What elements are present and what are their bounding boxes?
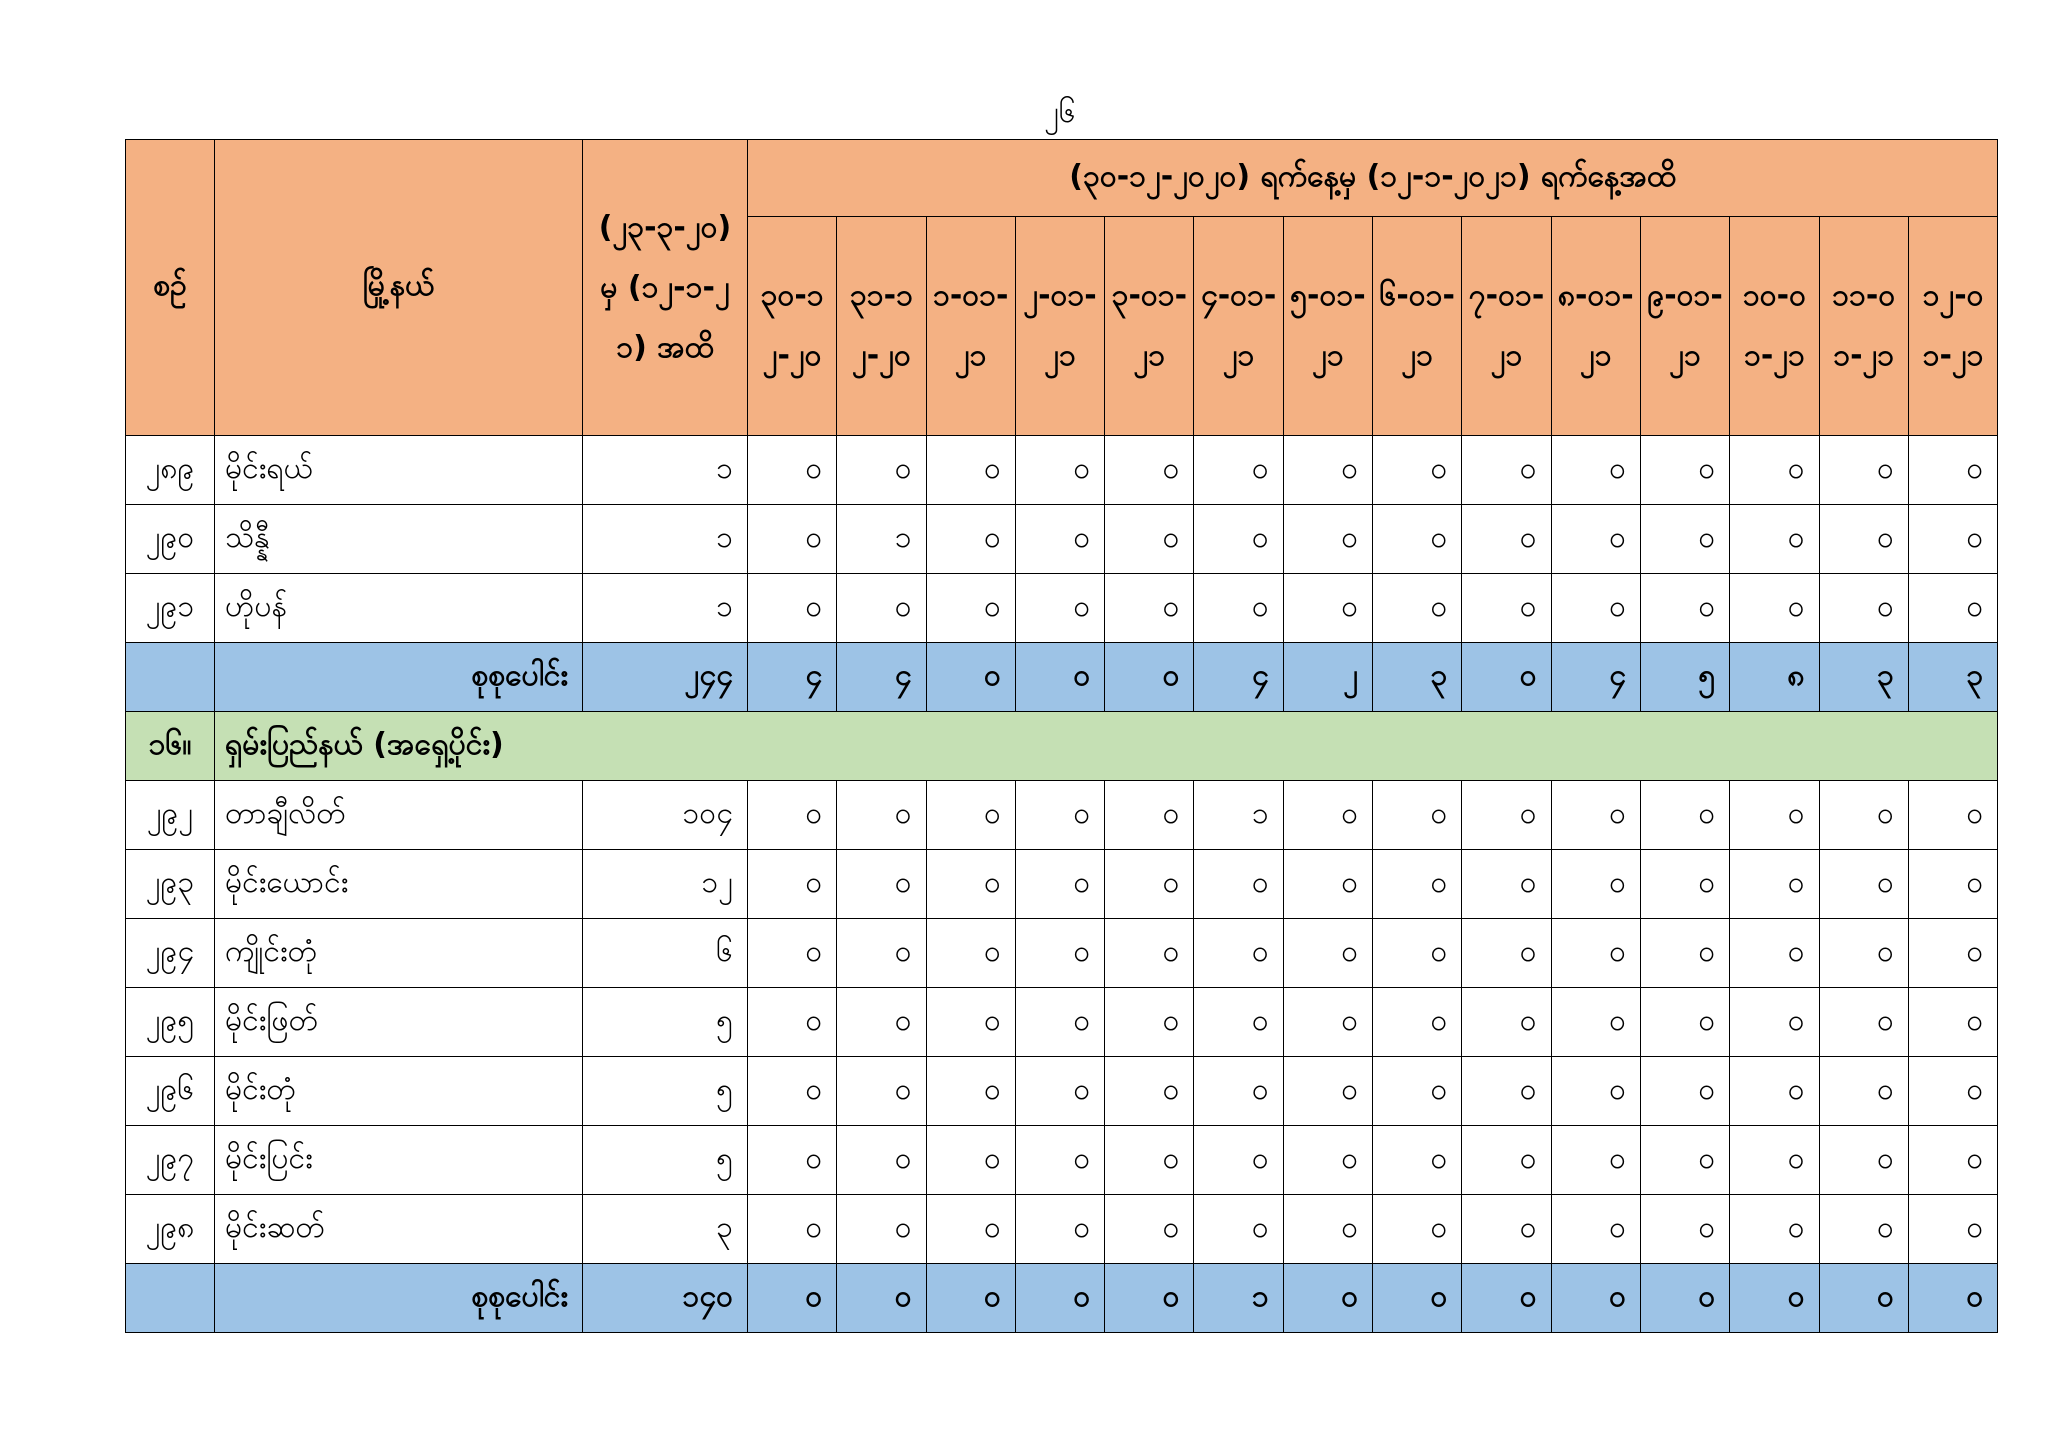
daily-value-cell: ၀	[1908, 850, 1997, 919]
serial-cell: ၂၉၇	[126, 1126, 215, 1195]
serial-cell: ၂၉၆	[126, 1057, 215, 1126]
daily-value-cell: ၀	[1908, 1264, 1997, 1333]
table-row	[126, 505, 1998, 574]
daily-value-cell: ၀	[926, 436, 1015, 505]
serial-cell: ၂၉၀	[126, 505, 215, 574]
daily-value-cell: ၀	[1283, 1126, 1372, 1195]
daily-value-cell: ၀	[1105, 574, 1194, 643]
total-label: စုစုပေါင်း	[215, 1264, 583, 1333]
daily-value-cell: ၀	[926, 1126, 1015, 1195]
total-label: စုစုပေါင်း	[215, 643, 583, 712]
table-row	[126, 988, 1998, 1057]
table-row	[126, 919, 1998, 988]
range-total-cell: ၁၄၀	[583, 1264, 748, 1333]
table-row	[126, 850, 1998, 919]
daily-value-cell: ၀	[1283, 1264, 1372, 1333]
daily-value-cell: ၀	[1640, 919, 1729, 988]
daily-value-cell: ၀	[748, 1195, 837, 1264]
daily-value-cell: ၀	[1640, 850, 1729, 919]
daily-value-cell: ၀	[1015, 1195, 1104, 1264]
daily-value-cell: ၀	[1462, 988, 1551, 1057]
daily-value-cell: ၀	[1908, 1057, 1997, 1126]
header-date: ၇-၀၁-၂၁	[1462, 217, 1551, 436]
daily-value-cell: ၀	[1730, 988, 1819, 1057]
daily-value-cell: ၀	[1908, 781, 1997, 850]
header-range-total: (၂၃-၃-၂၀) မှ (၁၂-၁-၂၁) အထိ	[583, 140, 748, 436]
daily-value-cell: ၀	[1640, 1126, 1729, 1195]
daily-value-cell: ၀	[1373, 1126, 1462, 1195]
page-number: ၂၆	[1044, 95, 1076, 130]
daily-value-cell: ၀	[1819, 436, 1908, 505]
daily-value-cell: ၀	[1819, 988, 1908, 1057]
daily-value-cell: ၀	[1462, 850, 1551, 919]
daily-value-cell: ၀	[1730, 574, 1819, 643]
daily-value-cell: ၀	[1462, 1195, 1551, 1264]
daily-value-cell: ၄	[1194, 643, 1283, 712]
daily-value-cell: ၀	[1283, 1057, 1372, 1126]
daily-value-cell: ၀	[837, 574, 926, 643]
township-cell: မိုင်းပြင်း	[215, 1126, 583, 1195]
daily-value-cell: ၀	[1283, 574, 1372, 643]
daily-value-cell: ၀	[1283, 781, 1372, 850]
daily-value-cell: ၀	[1015, 505, 1104, 574]
daily-value-cell: ၀	[926, 1195, 1015, 1264]
daily-value-cell: ၀	[1551, 574, 1640, 643]
daily-value-cell: ၀	[926, 574, 1015, 643]
daily-value-cell: ၀	[1819, 1057, 1908, 1126]
daily-value-cell: ၀	[1640, 574, 1729, 643]
daily-value-cell: ၀	[1819, 1126, 1908, 1195]
daily-value-cell: ၀	[1462, 505, 1551, 574]
header-date: ၉-၀၁-၂၁	[1640, 217, 1729, 436]
region-number: ၁၆။	[126, 712, 215, 781]
daily-value-cell: ၀	[837, 919, 926, 988]
daily-value-cell: ၀	[1730, 1057, 1819, 1126]
serial-cell: ၂၈၉	[126, 436, 215, 505]
daily-value-cell: ၀	[1551, 1195, 1640, 1264]
daily-value-cell: ၀	[1551, 988, 1640, 1057]
daily-value-cell: ၀	[1908, 1195, 1997, 1264]
daily-value-cell: ၀	[1373, 505, 1462, 574]
daily-value-cell: ၀	[837, 988, 926, 1057]
daily-value-cell: ၀	[1819, 1195, 1908, 1264]
daily-value-cell: ၀	[1640, 988, 1729, 1057]
daily-value-cell: ၀	[1283, 505, 1372, 574]
header-date: ၁၁-၀၁-၂၁	[1819, 217, 1908, 436]
township-cell: သိန္နီ	[215, 505, 583, 574]
daily-value-cell: ၀	[1283, 850, 1372, 919]
daily-value-cell: ၀	[1640, 1057, 1729, 1126]
daily-value-cell: ၀	[1462, 574, 1551, 643]
table-body	[126, 436, 1998, 1333]
daily-value-cell: ၀	[1373, 781, 1462, 850]
daily-value-cell: ၀	[1105, 988, 1194, 1057]
daily-value-cell: ၀	[1194, 919, 1283, 988]
daily-value-cell: ၀	[1908, 919, 1997, 988]
daily-value-cell: ၀	[1551, 919, 1640, 988]
daily-value-cell: ၀	[1551, 1057, 1640, 1126]
daily-value-cell: ၀	[1551, 850, 1640, 919]
daily-value-cell: ၀	[1015, 574, 1104, 643]
daily-value-cell: ၀	[1015, 850, 1104, 919]
daily-value-cell: ၀	[1194, 850, 1283, 919]
region-name: ရှမ်းပြည်နယ် (အရှေ့ပိုင်း)	[215, 712, 1998, 781]
daily-value-cell: ၀	[837, 1126, 926, 1195]
daily-value-cell: ၃	[1908, 643, 1997, 712]
township-cell: မိုင်းရယ်	[215, 436, 583, 505]
daily-value-cell: ၀	[1015, 988, 1104, 1057]
daily-value-cell: ၀	[1373, 1264, 1462, 1333]
daily-value-cell: ၀	[1105, 781, 1194, 850]
daily-value-cell: ၀	[1015, 436, 1104, 505]
daily-value-cell: ၀	[926, 505, 1015, 574]
daily-value-cell: ၀	[1105, 1126, 1194, 1195]
daily-value-cell: ၀	[748, 505, 837, 574]
daily-value-cell: ၀	[1015, 781, 1104, 850]
daily-value-cell: ၂	[1283, 643, 1372, 712]
township-cell: ကျိုင်းတုံ	[215, 919, 583, 988]
serial-cell: ၂၉၂	[126, 781, 215, 850]
serial-cell: ၂၉၁	[126, 574, 215, 643]
daily-value-cell: ၀	[1730, 781, 1819, 850]
daily-value-cell: ၀	[1194, 1195, 1283, 1264]
daily-value-cell: ၀	[1551, 1264, 1640, 1333]
daily-value-cell: ၀	[1105, 436, 1194, 505]
table-row	[126, 1195, 1998, 1264]
daily-value-cell: ၀	[1462, 1264, 1551, 1333]
daily-value-cell: ၀	[1908, 1126, 1997, 1195]
township-cell: မိုင်းဖြတ်	[215, 988, 583, 1057]
daily-value-cell: ၀	[1551, 1126, 1640, 1195]
range-total-cell: ၅	[583, 1057, 748, 1126]
header-date: ၂-၀၁-၂၁	[1015, 217, 1104, 436]
daily-value-cell: ၀	[1730, 505, 1819, 574]
daily-value-cell: ၀	[748, 781, 837, 850]
daily-value-cell: ၀	[1373, 988, 1462, 1057]
daily-value-cell: ၀	[1730, 919, 1819, 988]
header-date: ၃၁-၁၂-၂၀	[837, 217, 926, 436]
daily-value-cell: ၀	[748, 850, 837, 919]
serial-cell: ၂၉၄	[126, 919, 215, 988]
daily-value-cell: ၀	[1015, 643, 1104, 712]
daily-value-cell: ၀	[1819, 1264, 1908, 1333]
daily-value-cell: ၀	[1194, 436, 1283, 505]
daily-value-cell: ၀	[1819, 505, 1908, 574]
daily-value-cell: ၀	[837, 1057, 926, 1126]
covid-cases-table	[125, 139, 1998, 1333]
serial-cell: ၂၉၅	[126, 988, 215, 1057]
daily-value-cell: ၁	[1194, 1264, 1283, 1333]
daily-value-cell: ၀	[1730, 1126, 1819, 1195]
range-total-cell: ၆	[583, 919, 748, 988]
total-row	[126, 1264, 1998, 1333]
daily-value-cell: ၀	[1462, 919, 1551, 988]
table-row	[126, 574, 1998, 643]
range-total-cell: ၁၂	[583, 850, 748, 919]
daily-value-cell: ၀	[1462, 1057, 1551, 1126]
daily-value-cell: ၀	[748, 1126, 837, 1195]
daily-value-cell: ၀	[1908, 574, 1997, 643]
daily-value-cell: ၀	[926, 781, 1015, 850]
daily-value-cell: ၀	[748, 988, 837, 1057]
daily-value-cell: ၁	[1194, 781, 1283, 850]
daily-value-cell: ၀	[1105, 1057, 1194, 1126]
header-date: ၅-၀၁-၂၁	[1283, 217, 1372, 436]
township-cell: တာချီလိတ်	[215, 781, 583, 850]
daily-value-cell: ၀	[1819, 781, 1908, 850]
township-cell: မိုင်းဆတ်	[215, 1195, 583, 1264]
daily-value-cell: ၀	[748, 919, 837, 988]
daily-value-cell: ၀	[1373, 1195, 1462, 1264]
daily-value-cell: ၀	[926, 919, 1015, 988]
header-date: ၁၀-၀၁-၂၁	[1730, 217, 1819, 436]
range-total-cell: ၁	[583, 436, 748, 505]
daily-value-cell: ၀	[1373, 850, 1462, 919]
serial-cell	[126, 1264, 215, 1333]
range-total-cell: ၅	[583, 1126, 748, 1195]
daily-value-cell: ၀	[1373, 574, 1462, 643]
daily-value-cell: ၀	[1730, 850, 1819, 919]
daily-value-cell: ၀	[1015, 1264, 1104, 1333]
table-header	[126, 140, 1998, 436]
daily-value-cell: ၀	[1283, 1195, 1372, 1264]
daily-value-cell: ၀	[1551, 781, 1640, 850]
range-total-cell: ၅	[583, 988, 748, 1057]
daily-value-cell: ၀	[1908, 436, 1997, 505]
daily-value-cell: ၀	[1015, 1126, 1104, 1195]
daily-value-cell: ၀	[1730, 436, 1819, 505]
daily-value-cell: ၄	[748, 643, 837, 712]
daily-value-cell: ၄	[1551, 643, 1640, 712]
daily-value-cell: ၀	[1730, 1195, 1819, 1264]
daily-value-cell: ၀	[926, 1057, 1015, 1126]
daily-value-cell: ၀	[1194, 988, 1283, 1057]
township-cell: မိုင်းယောင်း	[215, 850, 583, 919]
daily-value-cell: ၀	[1819, 919, 1908, 988]
daily-value-cell: ၀	[1105, 1195, 1194, 1264]
daily-value-cell: ၀	[1640, 1264, 1729, 1333]
daily-value-cell: ၃	[1373, 643, 1462, 712]
daily-value-cell: ၀	[837, 436, 926, 505]
daily-value-cell: ၀	[1819, 574, 1908, 643]
total-row	[126, 643, 1998, 712]
daily-value-cell: ၀	[837, 850, 926, 919]
daily-value-cell: ၀	[1373, 1057, 1462, 1126]
table-row	[126, 1126, 1998, 1195]
header-township: မြို့နယ်	[215, 140, 583, 436]
daily-value-cell: ၀	[748, 574, 837, 643]
daily-value-cell: ၀	[1194, 1126, 1283, 1195]
daily-value-cell: ၀	[1730, 1264, 1819, 1333]
daily-value-cell: ၀	[748, 1264, 837, 1333]
range-total-cell: ၃	[583, 1195, 748, 1264]
daily-value-cell: ၈	[1730, 643, 1819, 712]
daily-value-cell: ၁	[837, 505, 926, 574]
daily-value-cell: ၀	[926, 988, 1015, 1057]
daily-value-cell: ၀	[1105, 643, 1194, 712]
daily-value-cell: ၀	[1640, 436, 1729, 505]
header-date: ၃-၀၁-၂၁	[1105, 217, 1194, 436]
daily-value-cell: ၀	[926, 643, 1015, 712]
daily-value-cell: ၀	[1462, 1126, 1551, 1195]
serial-cell	[126, 643, 215, 712]
daily-value-cell: ၀	[1194, 1057, 1283, 1126]
daily-value-cell: ၀	[1105, 505, 1194, 574]
daily-value-cell: ၀	[837, 1195, 926, 1264]
daily-value-cell: ၃	[1819, 643, 1908, 712]
daily-value-cell: ၀	[1819, 850, 1908, 919]
daily-value-cell: ၀	[1551, 505, 1640, 574]
daily-value-cell: ၀	[1194, 505, 1283, 574]
daily-value-cell: ၅	[1640, 643, 1729, 712]
daily-value-cell: ၀	[926, 1264, 1015, 1333]
range-total-cell: ၂၄၄	[583, 643, 748, 712]
serial-cell: ၂၉၃	[126, 850, 215, 919]
daily-value-cell: ၀	[926, 850, 1015, 919]
daily-value-cell: ၀	[1373, 919, 1462, 988]
daily-value-cell: ၀	[1373, 436, 1462, 505]
daily-value-cell: ၀	[1640, 505, 1729, 574]
daily-value-cell: ၀	[1283, 988, 1372, 1057]
daily-value-cell: ၀	[1283, 436, 1372, 505]
header-date: ၆-၀၁-၂၁	[1373, 217, 1462, 436]
header-date: ၄-၀၁-၂၁	[1194, 217, 1283, 436]
daily-value-cell: ၄	[837, 643, 926, 712]
serial-cell: ၂၉၈	[126, 1195, 215, 1264]
daily-value-cell: ၀	[1640, 1195, 1729, 1264]
daily-value-cell: ၀	[1462, 436, 1551, 505]
header-date: ၁-၀၁-၂၁	[926, 217, 1015, 436]
daily-value-cell: ၀	[1908, 988, 1997, 1057]
daily-value-cell: ၀	[837, 1264, 926, 1333]
table-row	[126, 1057, 1998, 1126]
daily-value-cell: ၀	[1194, 574, 1283, 643]
daily-value-cell: ၀	[1283, 919, 1372, 988]
header-date: ၈-၀၁-၂၁	[1551, 217, 1640, 436]
range-total-cell: ၁၀၄	[583, 781, 748, 850]
range-total-cell: ၁	[583, 574, 748, 643]
daily-value-cell: ၀	[748, 436, 837, 505]
daily-value-cell: ၀	[748, 1057, 837, 1126]
daily-value-cell: ၀	[1015, 919, 1104, 988]
table-row	[126, 436, 1998, 505]
table-row	[126, 781, 1998, 850]
daily-value-cell: ၀	[1105, 1264, 1194, 1333]
range-total-cell: ၁	[583, 505, 748, 574]
header-date: ၁၂-၀၁-၂၁	[1908, 217, 1997, 436]
daily-value-cell: ၀	[1105, 919, 1194, 988]
daily-value-cell: ၀	[837, 781, 926, 850]
daily-value-cell: ၀	[1640, 781, 1729, 850]
header-date: ၃၀-၁၂-၂၀	[748, 217, 837, 436]
township-cell: ဟိုပန်	[215, 574, 583, 643]
daily-value-cell: ၀	[1908, 505, 1997, 574]
daily-value-cell: ၀	[1462, 643, 1551, 712]
header-period: (၃၀-၁၂-၂၀၂၀) ရက်နေ့မှ (၁၂-၁-၂၀၂၁) ရက်နေ့အထိ	[748, 140, 1998, 217]
daily-value-cell: ၀	[1105, 850, 1194, 919]
header-serial: စဉ်	[126, 140, 215, 436]
daily-value-cell: ၀	[1551, 436, 1640, 505]
daily-value-cell: ၀	[1462, 781, 1551, 850]
township-cell: မိုင်းတုံ	[215, 1057, 583, 1126]
region-row	[126, 712, 1998, 781]
daily-value-cell: ၀	[1015, 1057, 1104, 1126]
